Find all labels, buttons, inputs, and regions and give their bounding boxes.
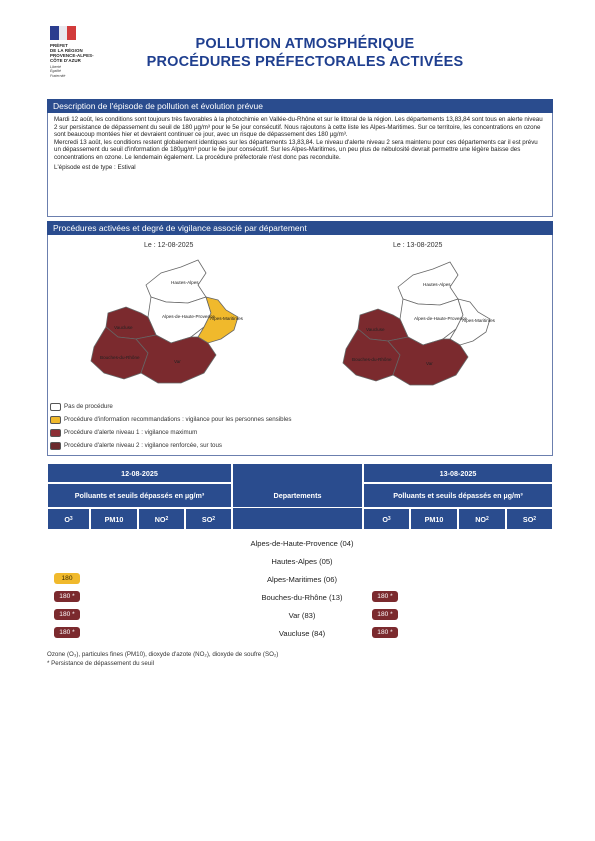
description-heading: Description de l'épisode de pollution et évolution prévue bbox=[47, 99, 553, 113]
map-label-ahp: Alpes-de-Haute-Provence bbox=[414, 316, 467, 321]
o3-badge-left: 180 * bbox=[54, 591, 80, 602]
department-name: Hautes-Alpes (05) bbox=[271, 557, 333, 566]
pollutant-so2-right: SO 2 bbox=[506, 508, 553, 530]
logo-line: PROVENCE-ALPES- bbox=[50, 53, 94, 58]
table-row bbox=[47, 535, 553, 553]
logo-line: DE LA RÉGION bbox=[50, 48, 83, 53]
department-name: Vaucluse (84) bbox=[278, 629, 326, 638]
map-label-vaucluse: Vaucluse bbox=[366, 327, 385, 332]
table-row bbox=[47, 553, 553, 571]
department-name: Alpes-Maritimes (06) bbox=[266, 575, 338, 584]
pollutant-so2-left: SO 2 bbox=[185, 508, 232, 530]
department-name: Alpes-de-Haute-Provence (04) bbox=[250, 539, 354, 548]
legend-swatch bbox=[50, 442, 61, 450]
legend-item bbox=[50, 400, 292, 413]
table-row bbox=[47, 607, 553, 625]
region-map-left bbox=[86, 255, 286, 405]
prefecture-logo bbox=[50, 26, 120, 78]
legend-label: Procédure d'alerte niveau 2 : vigilance renforcée, sur tous bbox=[64, 442, 223, 449]
map-label-hautes-alpes: Hautes-Alpes bbox=[423, 282, 451, 287]
pollutant-pm10-left: PM10 bbox=[90, 508, 138, 530]
pollutant-o3-right: O 3 bbox=[363, 508, 410, 530]
table-header-spacer bbox=[232, 463, 363, 483]
o3-badge-left: 180 * bbox=[54, 609, 80, 620]
legend-item bbox=[50, 426, 292, 439]
pollutants-table-header bbox=[47, 463, 553, 530]
table-row bbox=[47, 625, 553, 643]
map-label-ahp: Alpes-de-Haute-Provence bbox=[162, 314, 215, 319]
map-label-bouches-du-rhone: Bouches-du-Rhône bbox=[100, 355, 140, 360]
map-label-var: Var bbox=[426, 361, 433, 366]
map-label-var: Var bbox=[174, 359, 181, 364]
legend-label: Pas de procédure bbox=[64, 403, 113, 410]
table-row bbox=[47, 571, 553, 589]
map-label-hautes-alpes: Hautes-Alpes bbox=[171, 280, 199, 285]
motto-fraternite: Fraternité bbox=[50, 73, 66, 78]
description-box bbox=[47, 113, 553, 217]
marianne-flag-icon bbox=[50, 26, 76, 40]
legend-swatch bbox=[50, 403, 61, 411]
episode-type: L'épisode est de type : Estival bbox=[54, 163, 136, 171]
legend-swatch bbox=[50, 429, 61, 437]
page-subtitle: PROCÉDURES PRÉFECTORALES ACTIVÉES bbox=[146, 54, 464, 70]
region-map-right bbox=[338, 257, 538, 407]
departments-header: Departements bbox=[232, 483, 363, 508]
map-legend bbox=[50, 400, 292, 452]
description-paragraph: Mercredi 13 août, les conditions restent globalement identiques sur les départements 13,83,84. Le niveau d'alerte niveau 2 sera maintenu pour ces départements car il est prévu un dépassement du seuil d'information de 180µg/m³ pour le 6e jour consécutif. Sur les Alpes-Maritimes, un peu plus de nébulosité devrait permettre une légère baisse des concentrations en ozone. Le lendemain également. La procédure préfectorale n'est donc pas reconduite. bbox=[54, 138, 538, 161]
pollutant-o3-left: O 3 bbox=[47, 508, 90, 530]
o3-badge-left: 180 * bbox=[54, 627, 80, 638]
map-date-left: Le : 12-08-2025 bbox=[144, 242, 194, 249]
map-label-alpes-maritimes: Alpes-Maritimes bbox=[462, 318, 495, 323]
legend-label: Procédure d'information recommandations : vigilance pour les personnes sensibles bbox=[64, 416, 292, 423]
motto-egalite: Égalité bbox=[50, 69, 61, 74]
pollutants-header-right: Polluants et seuils dépassés en µg/m³ bbox=[363, 483, 553, 508]
map-label-alpes-maritimes: Alpes-Maritimes bbox=[210, 316, 243, 321]
legend-item bbox=[50, 413, 292, 426]
department-name: Bouches-du-Rhône (13) bbox=[261, 593, 343, 602]
o3-badge-right: 180 * bbox=[372, 627, 398, 638]
map-label-vaucluse: Vaucluse bbox=[114, 325, 133, 330]
pollutants-header-left: Polluants et seuils dépassés en µg/m³ bbox=[47, 483, 232, 508]
pollutant-no2-left: NO 2 bbox=[138, 508, 185, 530]
description-paragraph: Mardi 12 août, les conditions sont toujours très favorables à la photochimie en Vallée-du-Rhône et sur le littoral de la région. Les départements 13,83,84 sont tous en alerte niveau 2 sur persistance de dépassement du seuil de 180 µg/m³ pour le 5e jour consécutif. Nous rajoutons à cette liste les Alpes-Maritimes. Sur ce territoire, les concentrations en ozone sont beaucoup montées hier et devraient continuer ce jour, avec un risque de dépassement des 180 µg/m³. bbox=[54, 116, 543, 139]
procedures-box bbox=[47, 235, 553, 456]
footnote-pollutants: Ozone (O₃), particules fines (PM10), dioxyde d'azote (NO₂), dioxyde de soufre (SO₂) bbox=[47, 651, 279, 658]
footnote-persistence: * Persistance de dépassement du seuil bbox=[47, 660, 154, 667]
o3-badge-right: 180 * bbox=[372, 591, 398, 602]
o3-badge-right: 180 * bbox=[372, 609, 398, 620]
pollutant-pm10-right: PM10 bbox=[410, 508, 458, 530]
logo-line: CÔTE D'AZUR bbox=[50, 58, 81, 63]
procedures-heading: Procédures activées et degré de vigilance associé par département bbox=[47, 221, 553, 235]
map-label-bouches-du-rhone: Bouches-du-Rhône bbox=[352, 357, 392, 362]
legend-item bbox=[50, 439, 292, 452]
legend-label: Procédure d'alerte niveau 1 : vigilance maximum bbox=[64, 429, 198, 436]
department-name: Var (83) bbox=[288, 611, 316, 620]
map-date-right: Le : 13-08-2025 bbox=[393, 242, 443, 249]
table-date-right: 13-08-2025 bbox=[363, 463, 553, 483]
departments-header-spacer bbox=[232, 508, 363, 530]
motto-liberte: Liberté bbox=[50, 65, 61, 69]
table-row bbox=[47, 589, 553, 607]
page-title: POLLUTION ATMOSPHÉRIQUE bbox=[195, 36, 415, 52]
legend-swatch bbox=[50, 416, 61, 424]
pollutant-no2-right: NO 2 bbox=[458, 508, 506, 530]
o3-badge-left: 180 bbox=[54, 573, 80, 584]
table-date-left: 12-08-2025 bbox=[47, 463, 232, 483]
logo-line: PRÉFET bbox=[50, 43, 68, 48]
